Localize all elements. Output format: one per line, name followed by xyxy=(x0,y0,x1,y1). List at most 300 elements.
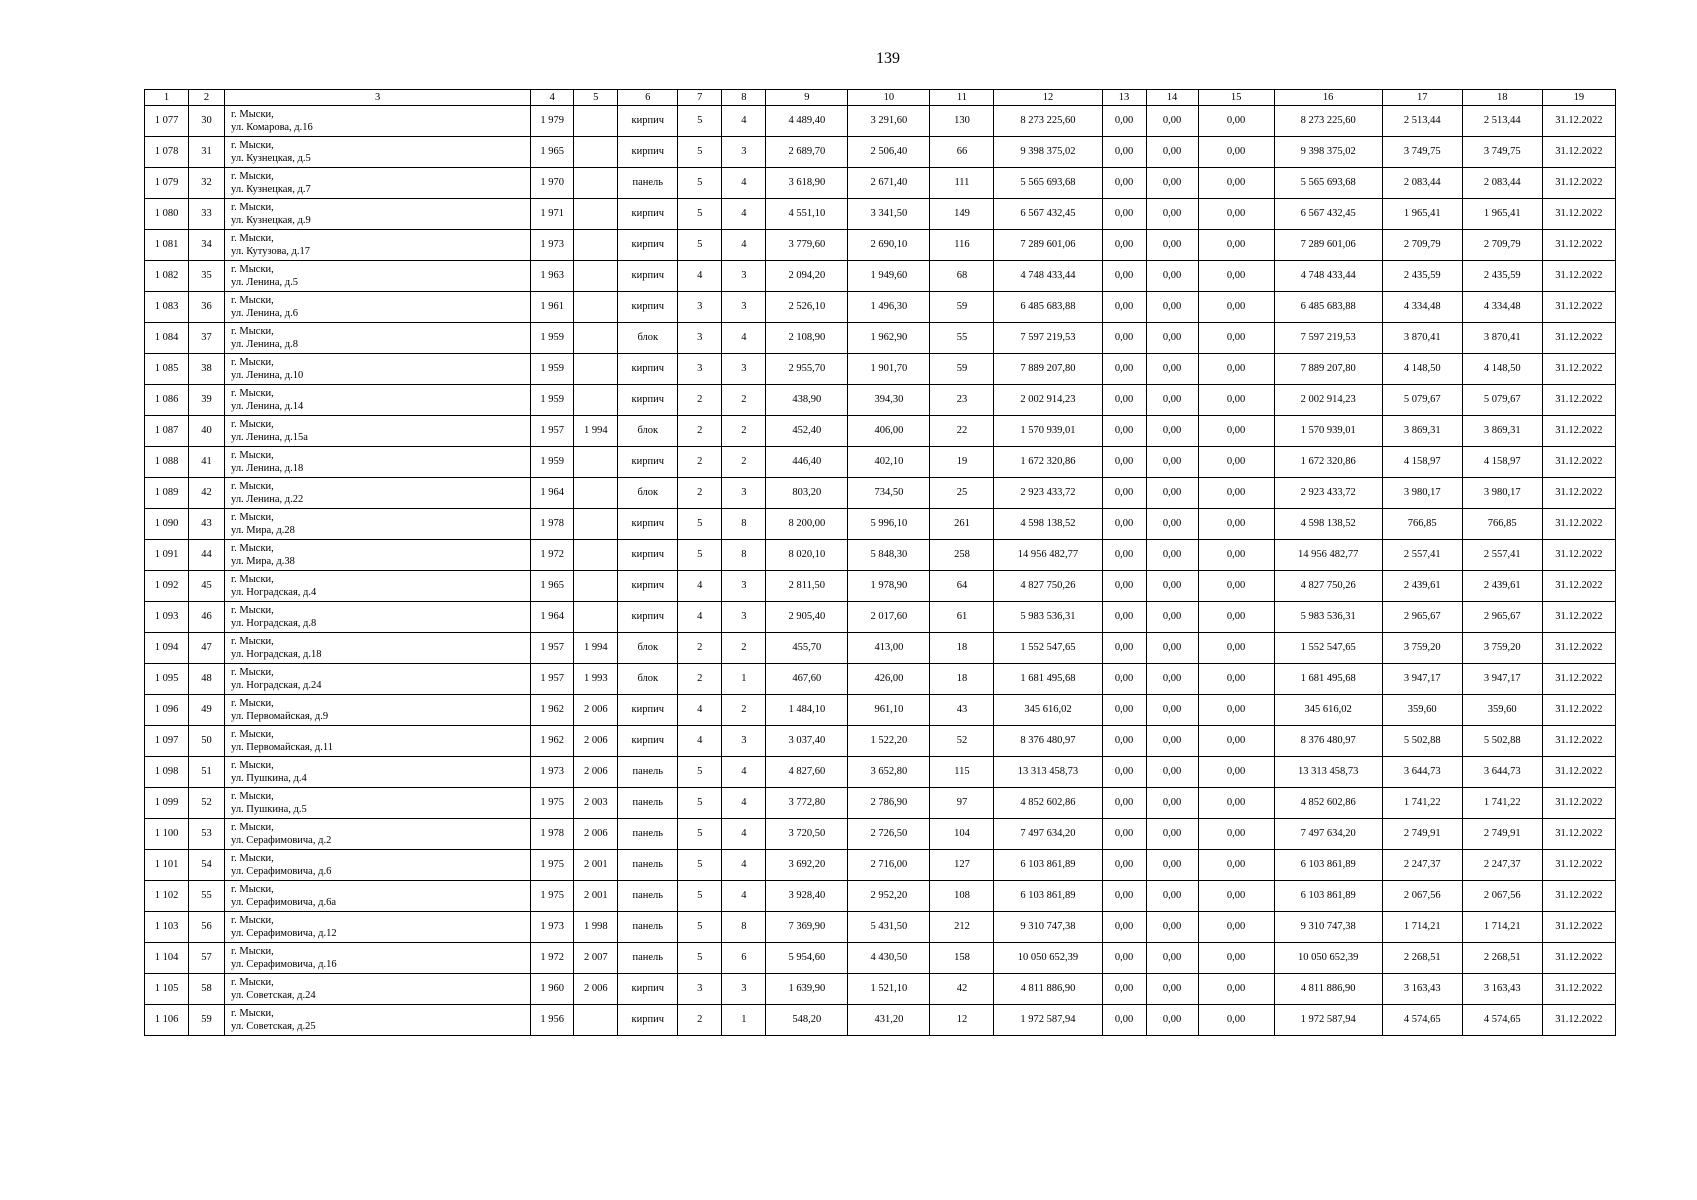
cell-col-16: 2 923 433,72 xyxy=(1274,478,1382,509)
cell-col-18: 359,60 xyxy=(1462,695,1542,726)
address-city: г. Мыски, xyxy=(231,574,274,585)
cell-col-2: 59 xyxy=(189,1005,225,1036)
address-city: г. Мыски, xyxy=(231,264,274,275)
cell-col-7: 3 xyxy=(678,292,722,323)
cell-col-10: 1 949,60 xyxy=(848,261,930,292)
cell-col-14: 0,00 xyxy=(1146,292,1198,323)
cell-col-5 xyxy=(574,1005,618,1036)
cell-col-13: 0,00 xyxy=(1102,385,1146,416)
cell-col-4: 1 957 xyxy=(531,416,574,447)
table-row xyxy=(145,974,1616,1005)
cell-col-13: 0,00 xyxy=(1102,416,1146,447)
address-street: ул. Ленина, д.22 xyxy=(231,494,304,505)
cell-col-19: 31.12.2022 xyxy=(1542,788,1615,819)
address-cell xyxy=(225,168,531,199)
cell-col-10: 5 848,30 xyxy=(848,540,930,571)
address-cell xyxy=(225,292,531,323)
address-cell xyxy=(225,509,531,540)
table-row xyxy=(145,416,1616,447)
cell-col-7: 3 xyxy=(678,974,722,1005)
cell-col-16: 9 398 375,02 xyxy=(1274,137,1382,168)
cell-col-7: 4 xyxy=(678,726,722,757)
cell-col-8: 4 xyxy=(722,199,766,230)
table-row xyxy=(145,540,1616,571)
address-street: ул. Комарова, д.16 xyxy=(231,122,313,133)
cell-col-1: 1 100 xyxy=(145,819,189,850)
column-header: 7 xyxy=(678,90,722,106)
cell-col-19: 31.12.2022 xyxy=(1542,850,1615,881)
cell-col-1: 1 101 xyxy=(145,850,189,881)
cell-col-18: 3 870,41 xyxy=(1462,323,1542,354)
cell-col-16: 7 597 219,53 xyxy=(1274,323,1382,354)
cell-col-11: 12 xyxy=(930,1005,994,1036)
cell-col-11: 212 xyxy=(930,912,994,943)
cell-col-18: 1 714,21 xyxy=(1462,912,1542,943)
cell-col-5 xyxy=(574,385,618,416)
cell-col-4: 1 978 xyxy=(531,509,574,540)
cell-col-7: 5 xyxy=(678,137,722,168)
cell-col-13: 0,00 xyxy=(1102,447,1146,478)
cell-col-10: 402,10 xyxy=(848,447,930,478)
cell-col-16: 4 598 138,52 xyxy=(1274,509,1382,540)
cell-col-16: 4 827 750,26 xyxy=(1274,571,1382,602)
cell-col-7: 5 xyxy=(678,509,722,540)
address-street: ул. Первомайская, д.11 xyxy=(231,742,334,753)
cell-col-16: 5 983 536,31 xyxy=(1274,602,1382,633)
cell-col-7: 2 xyxy=(678,478,722,509)
cell-col-12: 6 567 432,45 xyxy=(994,199,1102,230)
cell-col-5 xyxy=(574,168,618,199)
cell-col-18: 3 980,17 xyxy=(1462,478,1542,509)
cell-col-15: 0,00 xyxy=(1198,695,1274,726)
cell-col-1: 1 097 xyxy=(145,726,189,757)
cell-col-7: 2 xyxy=(678,664,722,695)
cell-col-6: кирпич xyxy=(618,509,678,540)
table-row xyxy=(145,106,1616,137)
cell-col-8: 3 xyxy=(722,137,766,168)
cell-col-14: 0,00 xyxy=(1146,571,1198,602)
table-row xyxy=(145,757,1616,788)
cell-col-10: 1 978,90 xyxy=(848,571,930,602)
cell-col-10: 5 996,10 xyxy=(848,509,930,540)
cell-col-4: 1 959 xyxy=(531,323,574,354)
column-header: 2 xyxy=(189,90,225,106)
address-city: г. Мыски, xyxy=(231,543,274,554)
cell-col-18: 3 947,17 xyxy=(1462,664,1542,695)
address-street: ул. Ленина, д.5 xyxy=(231,277,299,288)
cell-col-10: 2 690,10 xyxy=(848,230,930,261)
cell-col-16: 1 570 939,01 xyxy=(1274,416,1382,447)
address-city: г. Мыски, xyxy=(231,946,274,957)
cell-col-7: 5 xyxy=(678,168,722,199)
cell-col-15: 0,00 xyxy=(1198,137,1274,168)
cell-col-9: 2 526,10 xyxy=(766,292,848,323)
cell-col-5 xyxy=(574,323,618,354)
cell-col-6: кирпич xyxy=(618,540,678,571)
cell-col-9: 3 928,40 xyxy=(766,881,848,912)
cell-col-17: 3 644,73 xyxy=(1382,757,1462,788)
cell-col-10: 734,50 xyxy=(848,478,930,509)
cell-col-16: 1 681 495,68 xyxy=(1274,664,1382,695)
cell-col-2: 51 xyxy=(189,757,225,788)
cell-col-11: 25 xyxy=(930,478,994,509)
cell-col-8: 4 xyxy=(722,757,766,788)
cell-col-14: 0,00 xyxy=(1146,106,1198,137)
cell-col-10: 2 726,50 xyxy=(848,819,930,850)
cell-col-17: 4 334,48 xyxy=(1382,292,1462,323)
cell-col-13: 0,00 xyxy=(1102,819,1146,850)
cell-col-6: панель xyxy=(618,757,678,788)
cell-col-4: 1 956 xyxy=(531,1005,574,1036)
cell-col-1: 1 103 xyxy=(145,912,189,943)
cell-col-15: 0,00 xyxy=(1198,819,1274,850)
cell-col-4: 1 965 xyxy=(531,571,574,602)
cell-col-19: 31.12.2022 xyxy=(1542,943,1615,974)
cell-col-2: 38 xyxy=(189,354,225,385)
table-row xyxy=(145,199,1616,230)
cell-col-1: 1 086 xyxy=(145,385,189,416)
cell-col-7: 2 xyxy=(678,385,722,416)
address-street: ул. Ленина, д.8 xyxy=(231,339,299,350)
address-city: г. Мыски, xyxy=(231,202,274,213)
cell-col-11: 59 xyxy=(930,354,994,385)
cell-col-14: 0,00 xyxy=(1146,323,1198,354)
cell-col-11: 18 xyxy=(930,633,994,664)
cell-col-18: 4 334,48 xyxy=(1462,292,1542,323)
column-number-row xyxy=(145,90,1616,106)
address-cell xyxy=(225,695,531,726)
cell-col-2: 36 xyxy=(189,292,225,323)
cell-col-17: 3 163,43 xyxy=(1382,974,1462,1005)
cell-col-17: 3 759,20 xyxy=(1382,633,1462,664)
address-cell xyxy=(225,788,531,819)
cell-col-7: 2 xyxy=(678,633,722,664)
cell-col-14: 0,00 xyxy=(1146,478,1198,509)
cell-col-19: 31.12.2022 xyxy=(1542,292,1615,323)
cell-col-14: 0,00 xyxy=(1146,602,1198,633)
address-city: г. Мыски, xyxy=(231,295,274,306)
cell-col-1: 1 084 xyxy=(145,323,189,354)
cell-col-13: 0,00 xyxy=(1102,478,1146,509)
cell-col-2: 47 xyxy=(189,633,225,664)
cell-col-7: 5 xyxy=(678,106,722,137)
cell-col-8: 6 xyxy=(722,943,766,974)
table-row xyxy=(145,726,1616,757)
cell-col-10: 961,10 xyxy=(848,695,930,726)
cell-col-18: 4 148,50 xyxy=(1462,354,1542,385)
cell-col-11: 104 xyxy=(930,819,994,850)
cell-col-19: 31.12.2022 xyxy=(1542,261,1615,292)
cell-col-19: 31.12.2022 xyxy=(1542,664,1615,695)
address-city: г. Мыски, xyxy=(231,791,274,802)
cell-col-1: 1 098 xyxy=(145,757,189,788)
cell-col-13: 0,00 xyxy=(1102,664,1146,695)
cell-col-11: 127 xyxy=(930,850,994,881)
address-city: г. Мыски, xyxy=(231,109,274,120)
cell-col-2: 49 xyxy=(189,695,225,726)
cell-col-16: 2 002 914,23 xyxy=(1274,385,1382,416)
address-cell xyxy=(225,385,531,416)
cell-col-15: 0,00 xyxy=(1198,199,1274,230)
cell-col-16: 8 273 225,60 xyxy=(1274,106,1382,137)
cell-col-7: 3 xyxy=(678,354,722,385)
cell-col-18: 2 749,91 xyxy=(1462,819,1542,850)
table-row xyxy=(145,509,1616,540)
cell-col-12: 9 398 375,02 xyxy=(994,137,1102,168)
cell-col-4: 1 973 xyxy=(531,230,574,261)
cell-col-12: 1 972 587,94 xyxy=(994,1005,1102,1036)
cell-col-11: 97 xyxy=(930,788,994,819)
cell-col-14: 0,00 xyxy=(1146,695,1198,726)
cell-col-2: 40 xyxy=(189,416,225,447)
cell-col-12: 1 672 320,86 xyxy=(994,447,1102,478)
cell-col-14: 0,00 xyxy=(1146,788,1198,819)
cell-col-16: 6 103 861,89 xyxy=(1274,881,1382,912)
cell-col-9: 2 689,70 xyxy=(766,137,848,168)
cell-col-16: 1 972 587,94 xyxy=(1274,1005,1382,1036)
cell-col-10: 2 017,60 xyxy=(848,602,930,633)
cell-col-12: 6 103 861,89 xyxy=(994,850,1102,881)
cell-col-8: 4 xyxy=(722,788,766,819)
column-header: 12 xyxy=(994,90,1102,106)
cell-col-11: 61 xyxy=(930,602,994,633)
cell-col-7: 4 xyxy=(678,261,722,292)
table-row xyxy=(145,1005,1616,1036)
address-street: ул. Кузнецкая, д.9 xyxy=(231,215,311,226)
cell-col-19: 31.12.2022 xyxy=(1542,540,1615,571)
address-cell xyxy=(225,943,531,974)
cell-col-1: 1 087 xyxy=(145,416,189,447)
cell-col-2: 30 xyxy=(189,106,225,137)
cell-col-15: 0,00 xyxy=(1198,633,1274,664)
cell-col-13: 0,00 xyxy=(1102,230,1146,261)
cell-col-9: 3 772,80 xyxy=(766,788,848,819)
cell-col-15: 0,00 xyxy=(1198,912,1274,943)
cell-col-19: 31.12.2022 xyxy=(1542,509,1615,540)
cell-col-7: 5 xyxy=(678,912,722,943)
cell-col-8: 3 xyxy=(722,602,766,633)
cell-col-8: 8 xyxy=(722,912,766,943)
cell-col-9: 467,60 xyxy=(766,664,848,695)
cell-col-18: 2 435,59 xyxy=(1462,261,1542,292)
cell-col-8: 3 xyxy=(722,974,766,1005)
cell-col-19: 31.12.2022 xyxy=(1542,137,1615,168)
cell-col-2: 41 xyxy=(189,447,225,478)
cell-col-18: 3 759,20 xyxy=(1462,633,1542,664)
cell-col-19: 31.12.2022 xyxy=(1542,571,1615,602)
cell-col-17: 2 247,37 xyxy=(1382,850,1462,881)
cell-col-17: 2 557,41 xyxy=(1382,540,1462,571)
cell-col-15: 0,00 xyxy=(1198,106,1274,137)
cell-col-6: кирпич xyxy=(618,106,678,137)
address-cell xyxy=(225,819,531,850)
cell-col-6: кирпич xyxy=(618,292,678,323)
cell-col-4: 1 970 xyxy=(531,168,574,199)
table-row xyxy=(145,168,1616,199)
cell-col-5 xyxy=(574,447,618,478)
cell-col-17: 3 980,17 xyxy=(1382,478,1462,509)
cell-col-9: 4 551,10 xyxy=(766,199,848,230)
cell-col-6: блок xyxy=(618,633,678,664)
cell-col-15: 0,00 xyxy=(1198,447,1274,478)
cell-col-2: 56 xyxy=(189,912,225,943)
table-row xyxy=(145,230,1616,261)
cell-col-6: блок xyxy=(618,323,678,354)
cell-col-1: 1 078 xyxy=(145,137,189,168)
cell-col-5: 2 006 xyxy=(574,757,618,788)
cell-col-5: 2 007 xyxy=(574,943,618,974)
cell-col-5 xyxy=(574,540,618,571)
address-city: г. Мыски, xyxy=(231,512,274,523)
cell-col-14: 0,00 xyxy=(1146,168,1198,199)
cell-col-9: 8 020,10 xyxy=(766,540,848,571)
cell-col-13: 0,00 xyxy=(1102,695,1146,726)
cell-col-8: 4 xyxy=(722,106,766,137)
cell-col-18: 5 502,88 xyxy=(1462,726,1542,757)
cell-col-6: кирпич xyxy=(618,230,678,261)
cell-col-4: 1 971 xyxy=(531,199,574,230)
cell-col-17: 1 741,22 xyxy=(1382,788,1462,819)
cell-col-12: 1 570 939,01 xyxy=(994,416,1102,447)
cell-col-9: 3 692,20 xyxy=(766,850,848,881)
cell-col-9: 5 954,60 xyxy=(766,943,848,974)
cell-col-12: 4 811 886,90 xyxy=(994,974,1102,1005)
table-row xyxy=(145,664,1616,695)
cell-col-11: 19 xyxy=(930,447,994,478)
cell-col-19: 31.12.2022 xyxy=(1542,385,1615,416)
cell-col-12: 4 827 750,26 xyxy=(994,571,1102,602)
cell-col-9: 3 037,40 xyxy=(766,726,848,757)
cell-col-6: кирпич xyxy=(618,974,678,1005)
cell-col-5: 2 001 xyxy=(574,850,618,881)
cell-col-14: 0,00 xyxy=(1146,199,1198,230)
cell-col-6: панель xyxy=(618,168,678,199)
cell-col-1: 1 085 xyxy=(145,354,189,385)
cell-col-6: панель xyxy=(618,912,678,943)
cell-col-8: 2 xyxy=(722,695,766,726)
table-row xyxy=(145,850,1616,881)
cell-col-14: 0,00 xyxy=(1146,974,1198,1005)
cell-col-17: 4 148,50 xyxy=(1382,354,1462,385)
address-city: г. Мыски, xyxy=(231,450,274,461)
cell-col-12: 345 616,02 xyxy=(994,695,1102,726)
cell-col-8: 4 xyxy=(722,323,766,354)
cell-col-14: 0,00 xyxy=(1146,881,1198,912)
column-header: 13 xyxy=(1102,90,1146,106)
cell-col-1: 1 079 xyxy=(145,168,189,199)
cell-col-9: 3 618,90 xyxy=(766,168,848,199)
cell-col-18: 2 965,67 xyxy=(1462,602,1542,633)
cell-col-2: 45 xyxy=(189,571,225,602)
cell-col-11: 115 xyxy=(930,757,994,788)
cell-col-17: 5 502,88 xyxy=(1382,726,1462,757)
cell-col-15: 0,00 xyxy=(1198,168,1274,199)
cell-col-19: 31.12.2022 xyxy=(1542,230,1615,261)
cell-col-7: 5 xyxy=(678,850,722,881)
address-street: ул. Кузнецкая, д.5 xyxy=(231,153,311,164)
cell-col-8: 2 xyxy=(722,633,766,664)
cell-col-11: 68 xyxy=(930,261,994,292)
cell-col-18: 2 067,56 xyxy=(1462,881,1542,912)
cell-col-1: 1 099 xyxy=(145,788,189,819)
cell-col-14: 0,00 xyxy=(1146,137,1198,168)
address-street: ул. Кузнецкая, д.7 xyxy=(231,184,311,195)
cell-col-11: 52 xyxy=(930,726,994,757)
cell-col-9: 2 094,20 xyxy=(766,261,848,292)
cell-col-5: 2 006 xyxy=(574,726,618,757)
cell-col-10: 1 962,90 xyxy=(848,323,930,354)
cell-col-10: 2 506,40 xyxy=(848,137,930,168)
cell-col-13: 0,00 xyxy=(1102,323,1146,354)
cell-col-4: 1 978 xyxy=(531,819,574,850)
cell-col-4: 1 973 xyxy=(531,912,574,943)
cell-col-2: 55 xyxy=(189,881,225,912)
cell-col-8: 8 xyxy=(722,509,766,540)
address-cell xyxy=(225,447,531,478)
cell-col-10: 2 952,20 xyxy=(848,881,930,912)
address-city: г. Мыски, xyxy=(231,729,274,740)
cell-col-17: 1 714,21 xyxy=(1382,912,1462,943)
cell-col-1: 1 088 xyxy=(145,447,189,478)
cell-col-6: кирпич xyxy=(618,385,678,416)
cell-col-13: 0,00 xyxy=(1102,168,1146,199)
cell-col-10: 4 430,50 xyxy=(848,943,930,974)
address-street: ул. Первомайская, д.9 xyxy=(231,711,329,722)
cell-col-16: 1 672 320,86 xyxy=(1274,447,1382,478)
cell-col-6: кирпич xyxy=(618,695,678,726)
cell-col-19: 31.12.2022 xyxy=(1542,478,1615,509)
cell-col-18: 4 574,65 xyxy=(1462,1005,1542,1036)
cell-col-8: 4 xyxy=(722,850,766,881)
cell-col-15: 0,00 xyxy=(1198,757,1274,788)
address-cell xyxy=(225,912,531,943)
cell-col-1: 1 089 xyxy=(145,478,189,509)
cell-col-5 xyxy=(574,137,618,168)
address-city: г. Мыски, xyxy=(231,233,274,244)
cell-col-14: 0,00 xyxy=(1146,509,1198,540)
cell-col-13: 0,00 xyxy=(1102,106,1146,137)
cell-col-10: 2 716,00 xyxy=(848,850,930,881)
table-row xyxy=(145,385,1616,416)
address-street: ул. Ленина, д.14 xyxy=(231,401,304,412)
cell-col-12: 2 002 914,23 xyxy=(994,385,1102,416)
cell-col-19: 31.12.2022 xyxy=(1542,354,1615,385)
cell-col-10: 431,20 xyxy=(848,1005,930,1036)
cell-col-11: 116 xyxy=(930,230,994,261)
cell-col-6: панель xyxy=(618,819,678,850)
address-city: г. Мыски, xyxy=(231,171,274,182)
column-header: 8 xyxy=(722,90,766,106)
table-row xyxy=(145,912,1616,943)
cell-col-11: 66 xyxy=(930,137,994,168)
cell-col-19: 31.12.2022 xyxy=(1542,1005,1615,1036)
cell-col-1: 1 092 xyxy=(145,571,189,602)
cell-col-16: 4 852 602,86 xyxy=(1274,788,1382,819)
cell-col-10: 1 901,70 xyxy=(848,354,930,385)
table-body xyxy=(145,106,1616,1036)
address-cell xyxy=(225,757,531,788)
cell-col-10: 1 522,20 xyxy=(848,726,930,757)
table-row xyxy=(145,447,1616,478)
address-street: ул. Ленина, д.18 xyxy=(231,463,304,474)
cell-col-9: 7 369,90 xyxy=(766,912,848,943)
cell-col-13: 0,00 xyxy=(1102,354,1146,385)
cell-col-12: 14 956 482,77 xyxy=(994,540,1102,571)
cell-col-18: 1 741,22 xyxy=(1462,788,1542,819)
cell-col-12: 7 497 634,20 xyxy=(994,819,1102,850)
cell-col-9: 2 955,70 xyxy=(766,354,848,385)
cell-col-6: кирпич xyxy=(618,1005,678,1036)
